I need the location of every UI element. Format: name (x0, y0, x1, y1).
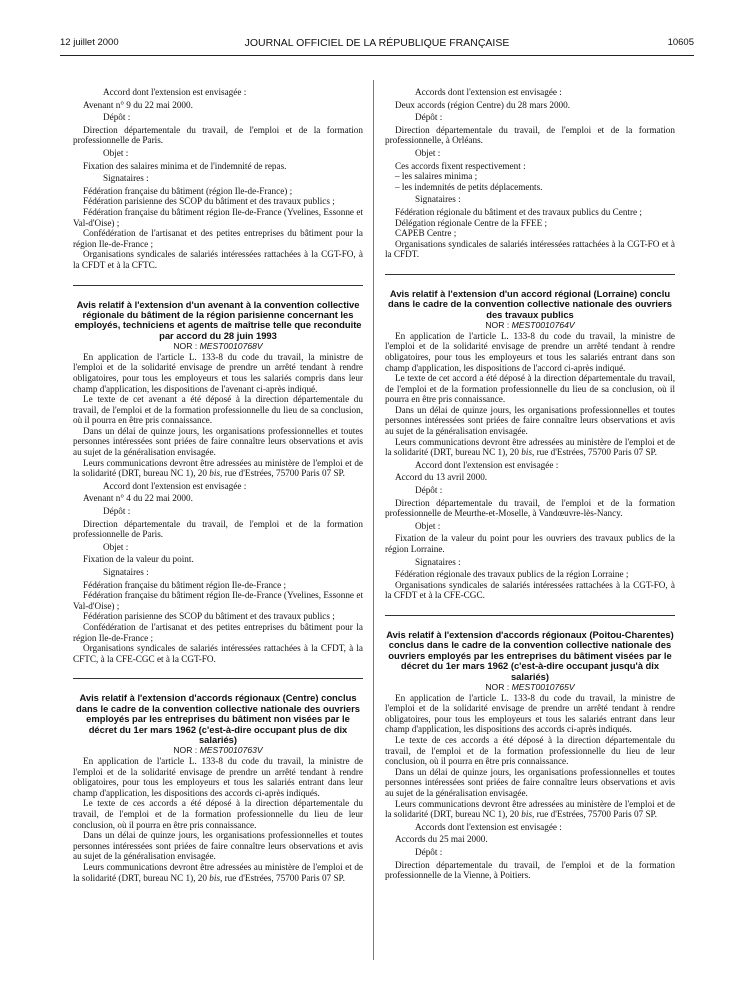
depot-label: Dépôt : (415, 112, 443, 123)
paragraph: Le texte de ces accords a été déposé à la direction départementale du travail, de l'emploi et de la formation professionnelle du lieu de leur conclusion, où il pourra en être pris connaissance. (385, 734, 675, 767)
nor-code: MEST0010768V (199, 341, 263, 352)
nor-label: NOR : (485, 320, 510, 331)
avis-title: Avis relatif à l'extension d'accords régionaux (Centre) conclus dans le cadre de la convention collective nationale des ouvriers employés par les entreprises du bâtiment non visées par le décret du 1er mars 1962 (c'est-à-dire occupant plus de dix salariés) (76, 692, 360, 745)
section-separator (385, 274, 675, 275)
accord-text: Avenant n° 9 du 22 mai 2000. (83, 99, 193, 110)
nor-label: NOR : (173, 341, 198, 352)
avis-title: Avis relatif à l'extension d'accords régionaux (Poitou-Charentes) conclus dans le cadre de la convention collective nationale des ouvriers employés par les entreprises du bâtiment visées par le décret du 1er mars 1962 (c'est-à-dire occupant jusqu'à dix salariés) (386, 628, 674, 682)
objet-text: Fixation de la valeur du point. (83, 554, 194, 565)
depot-text: Direction départementale du travail, de l'emploi et de la formation professionnelle de Paris. (73, 124, 363, 146)
signataire-item: CAPEB Centre ; (395, 228, 457, 239)
signataire-item: Organisations syndicales de salariés intéressées rattachées à la CGT-FO, à la CFDT et à la CFE-CGC. (385, 579, 675, 601)
right-column (385, 85, 675, 881)
paragraph (385, 799, 675, 820)
depot-label: Dépôt : (103, 112, 131, 123)
section-separator (73, 678, 363, 679)
objet-list-item: – les indemnités de petits déplacements. (395, 181, 543, 192)
accord-text: Avenant n° 4 du 22 mai 2000. (83, 493, 193, 504)
nor-line (73, 341, 363, 352)
paragraph: Dans un délai de quinze jours, les organisations professionnelles et toutes personnes intéressées sont priées de faire connaître leurs observations et avis au sujet de la généralisation envisagée. (385, 766, 675, 798)
avis-title: Avis relatif à l'extension d'un accord régional (Lorraine) conclu dans le cadre de la convention collective nationale des ouvriers des travaux publics (388, 287, 672, 320)
signataires-label: Signataires : (415, 556, 461, 567)
signataire-item: Fédération française du bâtiment région Ile-de-France (Yvelines, Essonne et Val-d'Oise) ; (73, 590, 363, 611)
accord-label: Accords dont l'extension est envisagée : (415, 821, 562, 832)
accord-text: Deux accords (région Centre) du 28 mars 2000. (395, 99, 571, 110)
signataire-item: Organisations syndicales de salariés intéressées rattachées à la CGT-FO, à la CFDT et à la CFTC. (73, 249, 363, 270)
signataire-item: Fédération régionale du bâtiment et des travaux publics du Centre ; (395, 206, 642, 217)
accord-label: Accord dont l'extension est envisagée : (103, 87, 247, 97)
paragraph: Dans un délai de quinze jours, les organisations professionnelles et toutes personnes intéressées sont priées de faire connaître leurs observations et avis au sujet de la généralisation envisagée. (73, 425, 363, 458)
depot-label: Dépôt : (103, 506, 131, 517)
nor-code: MEST0010765V (511, 682, 575, 692)
depot-text: Direction départementale du travail, de l'emploi et de la formation professionnelle, à Orléans. (385, 124, 675, 146)
objet-label: Objet : (415, 520, 441, 531)
address-text: Leurs communications devront être adressées au ministère de l'emploi et de la solidarité (DRT, bureau NC 1), 20 (385, 436, 675, 458)
signataires-label: Signataires : (415, 194, 461, 205)
paragraph: En application de l'article L. 133-8 du code du travail, la ministre de l'emploi et de la solidarité envisage de prendre un arrêté tendant à rendre obligatoires, pour tous les employeurs et tous les salariés entrant dans leur champ d'application, les dispositions des accords ci-après indiqués. (385, 692, 675, 735)
accord-text: Accord du 13 avril 2000. (395, 472, 488, 483)
accord-label: Accords dont l'extension est envisagée : (415, 87, 562, 97)
left-column (73, 85, 363, 883)
signataire-item: Fédération régionale des travaux publics de la région Lorraine ; (395, 569, 629, 580)
journal-title: JOURNAL OFFICIEL DE LA RÉPUBLIQUE FRANÇAISE (244, 37, 510, 49)
signataire-item: Délégation régionale Centre de la FFEE ; (395, 217, 548, 228)
nor-line (73, 745, 363, 756)
paragraph: Le texte de cet avenant a été déposé à la direction départementale du travail, de l'emploi et de la formation professionnelle du lieu de sa conclusion, où il pourra en être pris connaissance. (73, 394, 363, 426)
avis-title: Avis relatif à l'extension d'un avenant à la convention collective régionale du bâtiment de la région parisienne concernant les employés, techniciens et agents de maîtrise telle que reconduite par accord du 28 juin 1993 (74, 298, 362, 341)
signataire-item: Confédération de l'artisanat et des petites entreprises du bâtiment pour la région Ile-de-France ; (73, 228, 363, 249)
bis-text: bis, (521, 447, 535, 458)
section-separator (385, 615, 675, 616)
paragraph: Le texte de ces accords a été déposé à la direction départementale du travail, de l'emploi et de la formation professionnelle du lieu de leur conclusion, où il pourra en être pris connaissance. (73, 798, 363, 830)
section-separator (73, 285, 363, 286)
paragraph: Dans un délai de quinze jours, les organisations professionnelles et toutes personnes intéressées sont priées de faire connaître leurs observations et avis au sujet de la généralisation envisagée. (385, 404, 675, 437)
signataires-label: Signataires : (103, 173, 149, 184)
address-text: Leurs communications devront être adressées au ministère de l'emploi et de la solidarité (DRT, bureau NC 1), 20 (385, 798, 675, 820)
paragraph (73, 458, 363, 479)
address-text: rue d'Estrées, 75700 Paris 07 SP. (536, 447, 657, 458)
accord-text: Accords du 25 mai 2000. (395, 834, 488, 845)
signataires-label: Signataires : (103, 567, 149, 577)
paragraph (385, 437, 675, 458)
header-rule (60, 55, 694, 56)
bis-text: bis, (521, 809, 535, 820)
objet-label: Objet : (103, 541, 129, 552)
depot-label: Dépôt : (415, 485, 443, 496)
signataire-item: Fédération française du bâtiment région Ile-de-France (Yvelines, Essonne et Val-d'Oise) ; (73, 206, 363, 228)
signataire-item: Fédération parisienne des SCOP du bâtiment et des travaux publics ; (83, 611, 335, 622)
signataire-item: Fédération française du bâtiment (région Ile-de-France) ; (83, 185, 293, 196)
nor-label: NOR : (485, 682, 510, 692)
paragraph: En application de l'article L. 133-8 du code du travail, la ministre de l'emploi et de la solidarité envisage de prendre un arrêté tendant à rendre obligatoires, pour tous les employeurs et tous les salariés entrant dans leur champ d'application, les dispositions des accords ci-après indiqués. (73, 755, 363, 798)
paragraph: En application de l'article L. 133-8 du code du travail, la ministre de l'emploi et de la solidarité envisage de prendre un arrêté tendant à rendre obligatoires, pour tous les employeurs et tous les salariés compris dans leur champ d'application, les dispositions de l'avenant ci-après indiqué. (73, 351, 363, 394)
depot-text: Direction départementale du travail, de l'emploi et de la formation professionnelle de la Vienne, à Poitiers. (385, 859, 675, 881)
objet-label: Objet : (415, 147, 441, 158)
nor-line (385, 682, 675, 693)
signataire-item: Organisations syndicales de salariés intéressées rattachées à la CGT-FO et à la CFDT. (385, 238, 675, 260)
column-divider (373, 80, 374, 960)
objet-label: Objet : (103, 147, 129, 158)
page-header (60, 37, 694, 51)
depot-text: Direction départementale du travail, de l'emploi et de la formation professionnelle de Paris. (73, 518, 363, 540)
paragraph (73, 862, 363, 883)
depot-text: Direction départementale du travail, de l'emploi et de la formation professionnelle de Meurthe-et-Moselle, à Vandœuvre-lès-Nancy. (385, 497, 675, 519)
paragraph: Dans un délai de quinze jours, les organisations professionnelles et toutes personnes intéressées sont priées de faire connaître leurs observations et avis au sujet de la généralisation envisagée. (73, 830, 363, 862)
nor-code: MEST0010764V (511, 320, 575, 331)
signataire-item: Organisations syndicales de salariés intéressées rattachées à la CFDT, à la CFTC, à la CFE-CGC et à la CGT-FO. (73, 643, 363, 664)
accord-label: Accord dont l'extension est envisagée : (103, 480, 247, 491)
signataire-item: Fédération française du bâtiment région Ile-de-France ; (83, 579, 287, 590)
nor-code: MEST0010763V (199, 745, 263, 756)
objet-text: Fixation des salaires minima et de l'indemnité de repas. (83, 160, 287, 171)
paragraph: Le texte de cet accord a été déposé à la direction départementale du travail, de l'emploi et de la formation professionnelle du lieu de sa conclusion, où il pourra en être pris connaissance. (385, 373, 675, 405)
objet-list-item: – les salaires minima ; (395, 171, 478, 182)
depot-label: Dépôt : (415, 846, 443, 857)
nor-label: NOR : (173, 745, 198, 756)
accord-label: Accord dont l'extension est envisagée : (415, 459, 559, 470)
address-text: Leurs communications devront être adressées au ministère de l'emploi et de la solidarité (DRT, bureau NC 1), 20 (73, 861, 363, 883)
page-number: 10605 (667, 37, 694, 48)
objet-text: Fixation de la valeur du point pour les ouvriers des travaux publics de la région Lorraine. (385, 533, 675, 554)
address-text: rue d'Estrées, 75700 Paris 07 SP. (536, 809, 657, 820)
signataire-item: Confédération de l'artisanat et des petites entreprises du bâtiment pour la région Ile-de-France ; (73, 621, 363, 643)
address-text: rue d'Estrées, 75700 Paris 07 SP. (224, 872, 345, 883)
objet-text: Ces accords fixent respectivement : (395, 160, 526, 171)
address-text: rue d'Estrées, 75700 Paris 07 SP. (224, 468, 345, 479)
issue-date: 12 juillet 2000 (60, 37, 119, 48)
address-text: Leurs communications devront être adressées au ministère de l'emploi et de la solidarité (DRT, bureau NC 1), 20 (73, 457, 363, 479)
bis-text: bis, (209, 872, 223, 883)
paragraph: En application de l'article L. 133-8 du code du travail, la ministre de l'emploi et de la solidarité envisage de prendre un arrêté tendant à rendre obligatoires, pour tous les employeurs et tous les salariés entrant dans son champ d'application, les dispositions de l'accord ci-après indiqué. (385, 330, 675, 373)
nor-line (385, 320, 675, 331)
signataire-item: Fédération parisienne des SCOP du bâtiment et des travaux publics ; (83, 196, 335, 207)
bis-text: bis, (209, 468, 223, 479)
